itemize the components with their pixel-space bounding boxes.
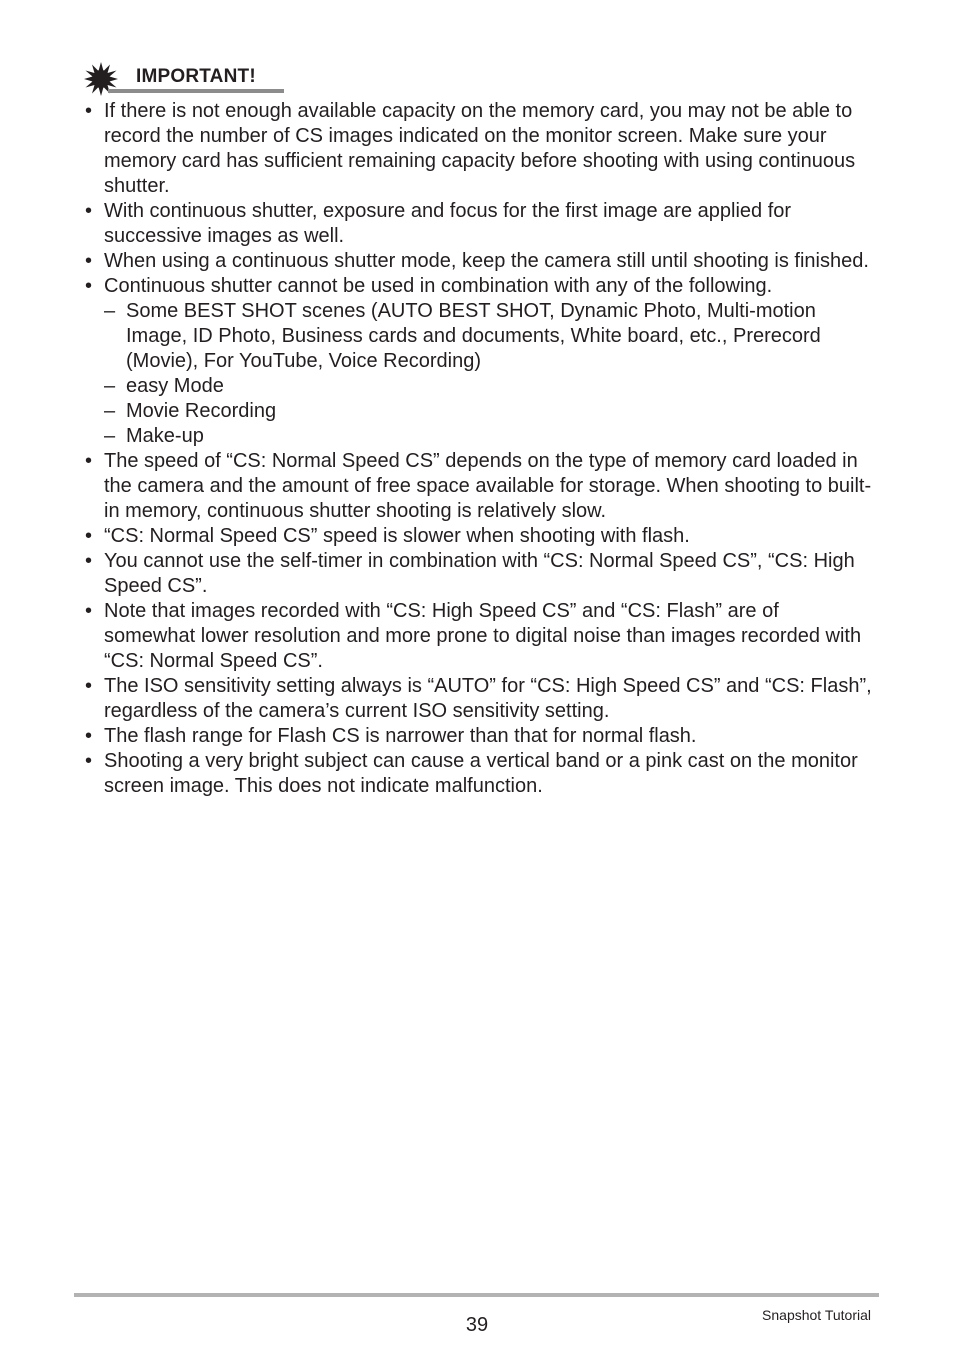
bullet-mark: • <box>85 725 93 747</box>
note-text: When using a continuous shutter mode, keep the camera still until shooting is finished. <box>104 250 869 272</box>
sub-item-text: Make-up <box>126 425 204 447</box>
bullet-mark: • <box>85 600 93 622</box>
bullet-mark: • <box>85 100 93 122</box>
sub-list <box>104 299 874 449</box>
sub-item <box>104 299 874 374</box>
note-text: Continuous shutter cannot be used in combination with any of the following. <box>104 275 773 297</box>
bullet-mark: • <box>85 750 93 772</box>
note-text: If there is not enough available capacity on the memory card, you may not be able to record the number of CS images indicated on the monitor screen. Make sure your memory card has sufficient remaining capacity before shooting with using continuous shutter. <box>104 100 856 197</box>
bullet-mark: • <box>85 450 93 472</box>
sub-item-text: Some BEST SHOT scenes (AUTO BEST SHOT, Dynamic Photo, Multi-motion Image, ID Photo, Business cards and documents, White board, etc., Prerecord (Movie), For YouTube, Voice Recording) <box>126 300 821 372</box>
dash-mark: – <box>104 400 116 422</box>
bullet-mark: • <box>85 250 93 272</box>
sub-item <box>104 424 874 449</box>
bullet-mark: • <box>85 525 93 547</box>
notes-list <box>84 99 874 799</box>
sub-item <box>104 374 874 399</box>
important-label: IMPORTANT! <box>136 66 256 87</box>
note-item <box>84 199 874 249</box>
dash-mark: – <box>104 375 116 397</box>
bullet-mark: • <box>85 675 93 697</box>
note-text: Note that images recorded with “CS: High Speed CS” and “CS: Flash” are of somewhat lower resolution and more prone to digital noise than images recorded with “CS: Normal Speed CS”. <box>104 600 862 672</box>
note-item <box>84 524 874 549</box>
dash-mark: – <box>104 300 116 322</box>
footer-rule <box>74 1293 879 1297</box>
important-header <box>84 62 284 94</box>
section-title: Snapshot Tutorial <box>762 1307 871 1323</box>
sub-item <box>104 399 874 424</box>
note-text: The speed of “CS: Normal Speed CS” depends on the type of memory card loaded in the camera and the amount of free space available for storage. When shooting to built-in memory, continuous shutter shooting is relatively slow. <box>104 450 872 522</box>
sub-item-text: easy Mode <box>126 375 224 397</box>
note-text: “CS: Normal Speed CS” speed is slower when shooting with flash. <box>104 525 690 547</box>
note-item <box>84 249 874 274</box>
note-text: With continuous shutter, exposure and focus for the first image are applied for successive images as well. <box>104 200 792 247</box>
note-text: The flash range for Flash CS is narrower than that for normal flash. <box>104 725 697 747</box>
note-item <box>84 674 874 724</box>
note-item <box>84 599 874 674</box>
note-item <box>84 99 874 199</box>
sub-item-text: Movie Recording <box>126 400 277 422</box>
note-item <box>84 724 874 749</box>
note-text: The ISO sensitivity setting always is “AUTO” for “CS: High Speed CS” and “CS: Flash”, regardless of the camera’s current ISO sensitivity setting. <box>104 675 872 722</box>
note-item <box>84 549 874 599</box>
bullet-mark: • <box>85 550 93 572</box>
dash-mark: – <box>104 425 116 447</box>
bullet-mark: • <box>85 275 93 297</box>
note-item <box>84 449 874 524</box>
note-text: Shooting a very bright subject can cause a vertical band or a pink cast on the monitor screen image. This does not indicate malfunction. <box>104 750 858 797</box>
note-item <box>84 274 874 449</box>
note-item <box>84 749 874 799</box>
page-number: 39 <box>465 1314 489 1336</box>
important-underline <box>108 89 284 93</box>
bullet-mark: • <box>85 200 93 222</box>
notes-content <box>84 99 874 799</box>
note-text: You cannot use the self-timer in combination with “CS: Normal Speed CS”, “CS: High Speed CS”. <box>104 550 855 597</box>
